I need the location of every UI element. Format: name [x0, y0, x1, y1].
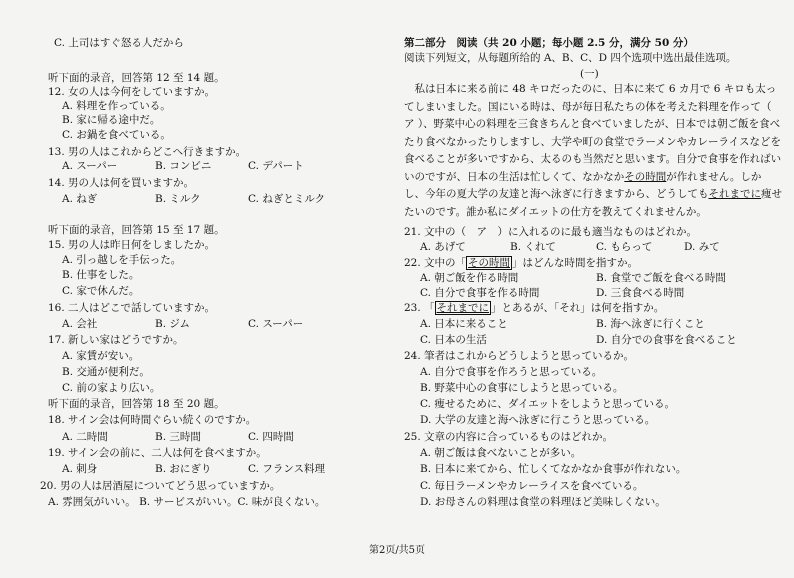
- q23-option-d: D. 自分での食事を食べること: [596, 334, 737, 346]
- question-24: 24. 筆者はこれからどうしようと思っているか。: [404, 350, 635, 362]
- q16-option-b: B. ジム: [155, 318, 190, 330]
- q24-option-c: C. 痩せるために、ダイエットをしようと思っている。: [420, 398, 675, 410]
- q13-option-a: A. スーパー: [62, 160, 118, 172]
- q22-option-d: D. 三食食べる時間: [596, 287, 685, 299]
- q13-option-b: B. コンビニ: [155, 160, 212, 172]
- section-instruction: 阅读下列短文，从每题所给的 A、B、C、D 四个选项中选出最佳选项。: [404, 52, 737, 64]
- q25-option-b: B. 日本に来てから、忙しくてなかなか食事が作れない。: [420, 463, 687, 475]
- question-12: 12. 女の人は今何をしていますか。: [48, 86, 216, 98]
- q21-option-b: B. くれて: [510, 241, 556, 253]
- question-18: 18. サイン会は何時間ぐらい続くのですか。: [48, 414, 257, 426]
- question-17: 17. 新しい家はどうですか。: [48, 334, 184, 346]
- q19-option-a: A. 刺身: [62, 463, 98, 475]
- q17-option-a: A. 家賃が安い。: [62, 350, 140, 362]
- passage-underline-sore-made-ni: それまでに: [708, 188, 761, 200]
- q12-option-a: A. 料理を作っている。: [62, 100, 171, 112]
- q24-option-a: A. 自分で食事を作ろうと思っている。: [420, 366, 603, 378]
- q18-option-a: A. 二時間: [62, 431, 108, 443]
- q23-option-c: C. 日本の生活: [420, 334, 487, 346]
- question-22: [404, 257, 638, 270]
- q23-option-b: B. 海へ泳ぎに行くこと: [596, 318, 705, 330]
- q22-suffix: 」はどんな時間を指すか。: [512, 257, 639, 269]
- q21-option-d: D. みて: [684, 241, 720, 253]
- passage-text-3: が作れません。しかし、今年の夏大学の友達と海へ泳ぎに行きますから、どうしても: [404, 170, 762, 200]
- q22-quoted: その時間: [468, 257, 511, 269]
- q14-option-c: C. ねぎとミルク: [248, 193, 326, 205]
- q20-options: A. 雰囲気がいい。 B. サービスがいい。C. 味が良くない。: [48, 496, 326, 508]
- q11-option-c: C. 上司はすぐ怒る人だから: [54, 37, 184, 49]
- q18-option-b: B. 三時間: [155, 431, 201, 443]
- listening-instruction-12-14: 听下面的录音，回答第 12 至 14 题。: [48, 72, 225, 84]
- q12-option-b: B. 家に帰る途中だ。: [62, 114, 161, 126]
- q25-option-d: D. お母さんの料理は食堂の料理ほど美味しくない。: [420, 496, 666, 508]
- q16-option-a: A. 会社: [62, 318, 98, 330]
- q23-suffix: 」とあるが、「それ」は何を指すか。: [491, 302, 665, 314]
- q15-option-c: C. 家で休んだ。: [62, 285, 140, 297]
- q21-option-c: C. もらって: [596, 241, 653, 253]
- q22-option-a: A. 朝ご飯を作る時間: [420, 272, 519, 284]
- q17-option-c: C. 前の家より広い。: [62, 382, 161, 394]
- passage-text-2: ）、野菜中心の料理を三食きちんと食べていましたが、日本では朝ご飯を食べたり食べなかったりしますし、大学や町の食堂でラーメンやカレーライスなどを食べることが多いですから、太るのも当然だと思います。自分で食事を作ればいいのですが、日本の生活は忙しくて、なかなか: [404, 118, 782, 183]
- q16-option-c: C. スーパー: [248, 318, 304, 330]
- q19-option-c: C. フランス料理: [248, 463, 326, 475]
- q18-option-c: C. 四時間: [248, 431, 294, 443]
- q14-option-a: A. ねぎ: [62, 193, 98, 205]
- question-15: 15. 男の人は昨日何をしましたか。: [48, 239, 216, 251]
- passage-body: [404, 81, 782, 221]
- q24-option-d: D. 大学の友達と海へ泳ぎに行こうと思っている。: [420, 414, 656, 426]
- question-13: 13. 男の人はこれからどこへ行きますか。: [48, 146, 247, 158]
- q23-prefix: 23. 「: [404, 302, 435, 314]
- q15-option-a: A. 引っ越しを手伝った。: [62, 254, 182, 266]
- q22-prefix: 22. 文中の「: [404, 257, 467, 269]
- q19-option-b: B. おにぎり: [155, 463, 212, 475]
- listening-instruction-15-17: 听下面的录音，回答第 15 至 17 题。: [48, 224, 225, 236]
- q21-option-a: A. あげて: [420, 241, 466, 253]
- q22-option-b: B. 食堂でご飯を食べる時間: [596, 272, 726, 284]
- question-14: 14. 男の人は何を買いますか。: [48, 177, 195, 189]
- question-19: 19. サイン会の前に、二人は何を食べますか。: [48, 447, 267, 459]
- question-23: [404, 302, 664, 315]
- q24-option-b: B. 野菜中心の食事にしようと思っている。: [420, 382, 624, 394]
- q23-option-a: A. 日本に来ること: [420, 318, 508, 330]
- section-title: 第二部分 阅读（共 20 小题；每小题 2.5 分，满分 50 分）: [404, 37, 694, 49]
- question-21: 21. 文中の（ ア ）に入れるのに最も適当なものはどれか。: [404, 226, 698, 238]
- q12-option-c: C. お鍋を食べている。: [62, 129, 171, 141]
- passage-blank-a: ア: [404, 118, 418, 130]
- listening-instruction-18-20: 听下面的录音，回答第 18 至 20 题。: [48, 398, 225, 410]
- passage-number: (一): [580, 68, 599, 80]
- passage-underline-sono-jikan: その時間: [624, 170, 667, 183]
- question-25: 25. 文章の内容に合っているものはどれか。: [404, 431, 614, 443]
- q13-option-c: C. デパート: [248, 160, 304, 172]
- q17-option-b: B. 交通が便利だ。: [62, 366, 150, 378]
- page-number-footer: 第2页/共5页: [368, 545, 426, 556]
- q15-option-b: B. 仕事をした。: [62, 269, 140, 281]
- q25-option-a: A. 朝ご飯は食べないことが多い。: [420, 447, 582, 459]
- passage-text-1: 私は日本に来る前に 48 キロだったのに、日本に来て 6 カ月で 6 キロも太ってしまいました。国にいる時は、母が毎日私たちの体を考えた料理を作って（: [404, 83, 777, 113]
- q25-option-c: C. 毎日ラーメンやカレーライスを食べている。: [420, 480, 644, 492]
- q22-option-c: C. 自分で食事を作る時間: [420, 287, 540, 299]
- question-16: 16. 二人はどこで話していますか。: [48, 302, 216, 314]
- passage-text-4: 痩せたいのです。誰か私にダイエットの仕方を教えてくれませんか。: [404, 188, 782, 218]
- q14-option-b: B. ミルク: [155, 193, 201, 205]
- q23-quoted: それまでに: [436, 302, 490, 314]
- question-20: 20. 男の人は居酒屋についてどう思っていますか。: [40, 480, 281, 492]
